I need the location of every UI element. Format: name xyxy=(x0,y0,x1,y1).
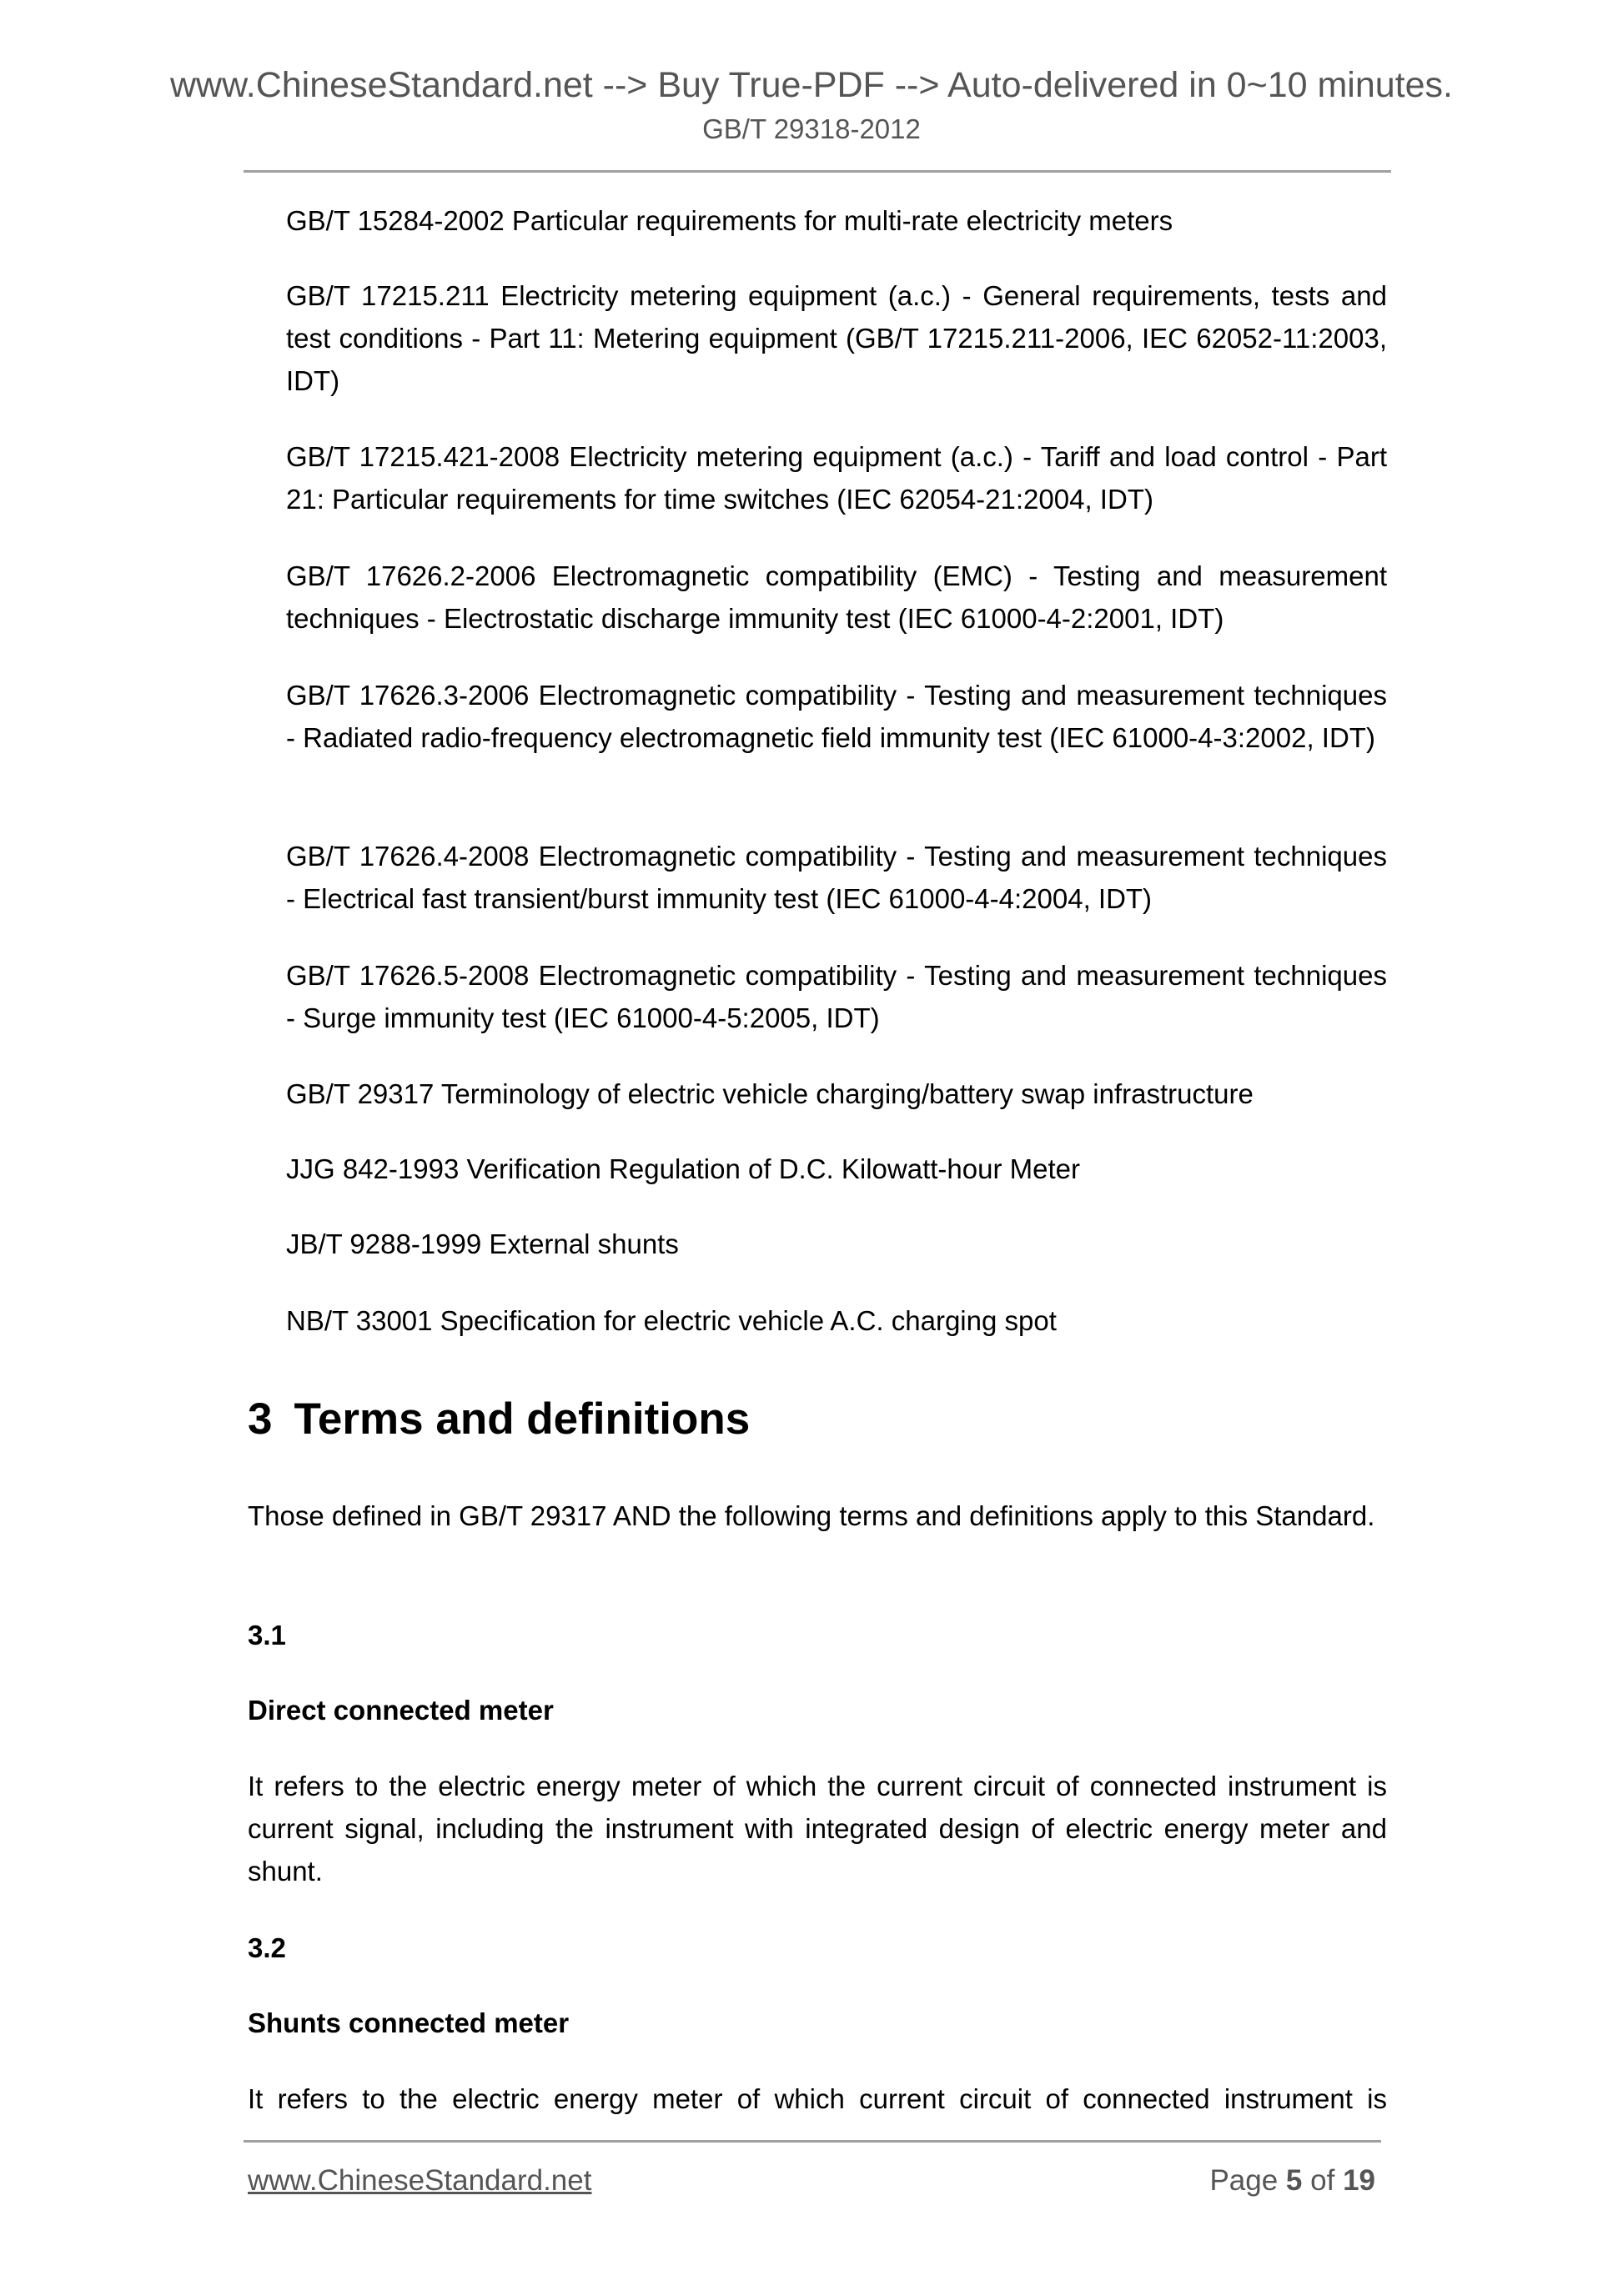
reference-item: GB/T 17215.211 Electricity metering equipment (a.c.) - General requirements, tests and test conditions - Part 11: Metering equipment (GB/T 17215.211-2006, IEC 62052-11:2003, IDT) xyxy=(286,280,1387,396)
term-name: Shunts connected meter xyxy=(248,2007,570,2038)
section-heading xyxy=(248,1393,771,1446)
term-number: 3.1 xyxy=(248,1620,286,1650)
term-definition: It refers to the electric energy meter of which current circuit of connected instrument is xyxy=(248,2083,1387,2114)
reference-item: GB/T 29317 Terminology of electric vehicle charging/battery swap infrastructure xyxy=(286,1078,1254,1109)
current-page: 5 xyxy=(1285,2164,1303,2197)
header-divider xyxy=(244,170,1391,173)
reference-item: GB/T 17626.4-2008 Electromagnetic compatibility - Testing and measurement techniques - Electrical fast transient/burst immunity test (IEC 61000-4-4:2004, IDT) xyxy=(286,841,1387,914)
total-pages: 19 xyxy=(1343,2164,1375,2197)
reference-item: NB/T 33001 Specification for electric vehicle A.C. charging spot xyxy=(286,1305,1057,1336)
reference-item: GB/T 17626.5-2008 Electromagnetic compatibility - Testing and measurement techniques - Surge immunity test (IEC 61000-4-5:2005, IDT) xyxy=(286,960,1387,1033)
reference-item: GB/T 15284-2002 Particular requirements for multi-rate electricity meters xyxy=(286,205,1173,236)
page-indicator xyxy=(1209,2164,1375,2198)
term-name: Direct connected meter xyxy=(248,1695,554,1726)
term-number: 3.2 xyxy=(248,1932,286,1963)
footer-divider xyxy=(244,2140,1381,2143)
reference-item: JJG 842-1993 Verification Regulation of D.C. Kilowatt-hour Meter xyxy=(286,1153,1080,1184)
footer-site-link[interactable]: www.ChineseStandard.net xyxy=(248,2164,592,2197)
reference-item: GB/T 17626.2-2006 Electromagnetic compatibility (EMC) - Testing and measurement techniques - Electrostatic discharge immunity test (IEC 61000-4-2:2001, IDT) xyxy=(286,560,1387,634)
header-banner: www.ChineseStandard.net --> Buy True-PDF --> Auto-delivered in 0~10 minutes. xyxy=(169,65,1453,105)
document-id: GB/T 29318-2012 xyxy=(702,113,921,144)
term-definition: It refers to the electric energy meter of which the current circuit of connected instrument is current signal, including the instrument with integrated design of electric energy meter and shunt. xyxy=(248,1771,1387,1887)
page-of: of xyxy=(1310,2164,1335,2197)
section-title: Terms and definitions xyxy=(294,1394,751,1444)
reference-item: GB/T 17626.3-2006 Electromagnetic compatibility - Testing and measurement techniques - Radiated radio-frequency electromagnetic field immunity test (IEC 61000-4-3:2002, IDT) xyxy=(286,680,1387,753)
reference-item: JB/T 9288-1999 External shunts xyxy=(286,1228,679,1259)
reference-item: GB/T 17215.421-2008 Electricity metering equipment (a.c.) - Tariff and load control - Part 21: Particular requirements for time switches (IEC 62054-21:2004, IDT) xyxy=(286,441,1387,515)
section-number: 3 xyxy=(248,1394,273,1444)
page-label: Page xyxy=(1209,2164,1279,2197)
section-intro: Those defined in GB/T 29317 AND the following terms and definitions apply to this Standard. xyxy=(248,1500,1375,1531)
